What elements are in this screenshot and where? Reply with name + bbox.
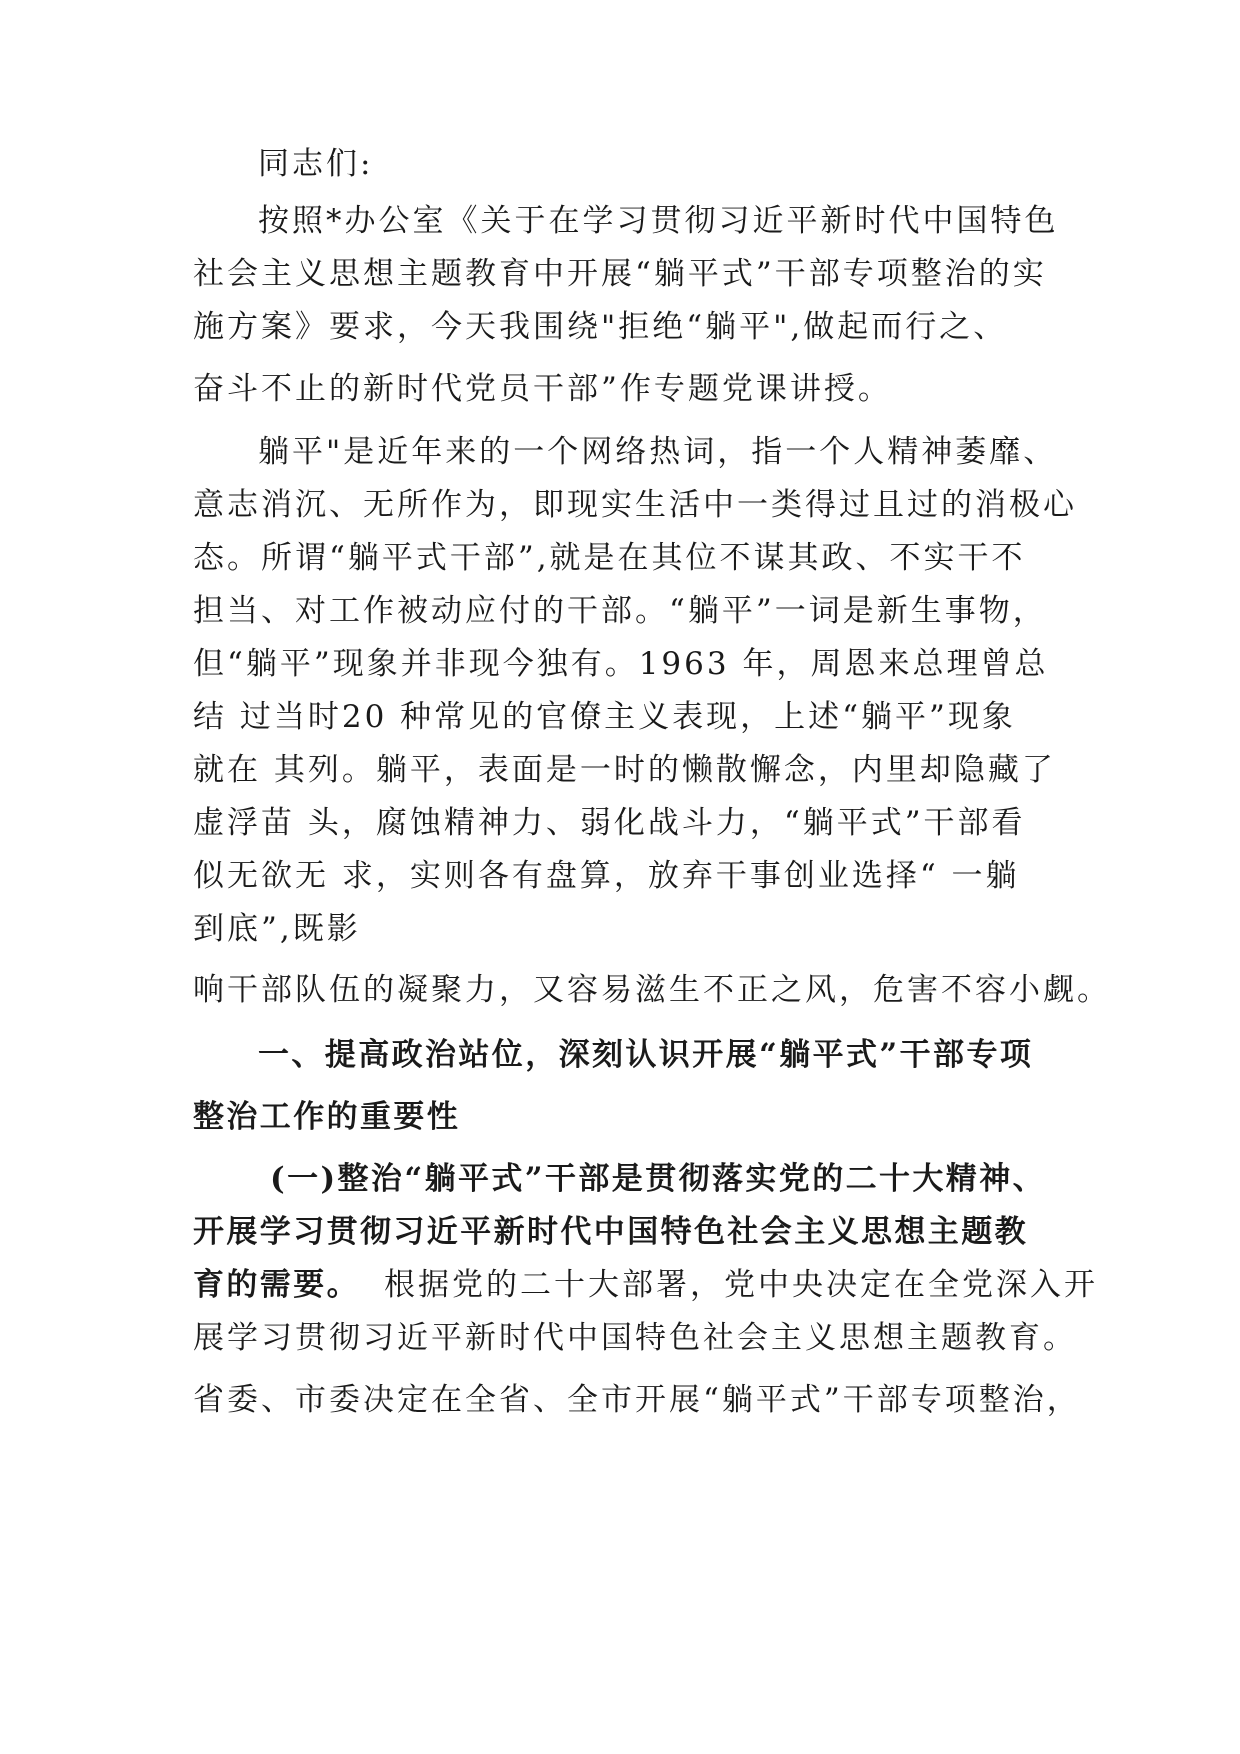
para2-line-11: 响干部队伍的凝聚力，又容易滋生不正之风，危害不容小觑。: [193, 972, 1111, 1008]
para2-line-2: 意志消沉、无所作为，即现实生活中一类得过且过的消极心: [193, 487, 1077, 523]
para2-line-4: 担当、对工作被动应付的干部。“躺平”一词是新生事物，: [193, 593, 1047, 629]
intro-line-2: 社会主义思想主题教育中开展“躺平式”干部专项整治的实: [193, 256, 1047, 292]
intro-line-1: 按照*办公室《关于在学习贯彻习近平新时代中国特色: [258, 203, 1059, 239]
intro-line-4: 奋斗不止的新时代党员干部”作专题党课讲授。: [193, 371, 892, 407]
section-heading-1-cont: 整治工作的重要性: [193, 1099, 461, 1135]
para2-line-10: 到底”,既影: [193, 911, 361, 947]
subheading-1-line-1: (一)整治“躺平式”干部是贯彻落实党的二十大精神、: [270, 1161, 1046, 1197]
salutation: 同志们:: [258, 146, 374, 182]
para2-line-9: 似无欲无 求，实则各有盘算，放弃干事创业选择“ 一躺: [193, 858, 1020, 894]
body-line-2: 展学习贯彻习近平新时代中国特色社会主义思想主题教育。: [193, 1320, 1077, 1356]
para2-line-1: 躺平"是近年来的一个网络热词，指一个人精神萎靡、: [258, 434, 1058, 470]
para2-line-3: 态。所谓“躺平式干部”,就是在其位不谋其政、不实干不: [193, 540, 1026, 576]
subheading-1-tail: 育的需要。: [193, 1267, 360, 1303]
body-line-1: 根据党的二十大部署，党中央决定在全党深入开: [384, 1267, 1098, 1303]
subheading-1-line-3: [193, 1265, 1098, 1305]
para2-line-6: 结 过当时20 种常见的官僚主义表现，上述“躺平”现象: [193, 699, 1016, 735]
body-line-3: 省委、市委决定在全省、全市开展“躺平式”干部专项整治，: [193, 1382, 1081, 1418]
para2-line-7: 就在 其列。躺平，表面是一时的懒散懈念，内里却隐藏了: [193, 752, 1056, 788]
para2-line-5: 但“躺平”现象并非现今独有。1963 年，周恩来总理曾总: [193, 646, 1049, 682]
subheading-1-line-2: 开展学习贯彻习近平新时代中国特色社会主义思想主题教: [193, 1214, 1028, 1250]
intro-line-3: 施方案》要求，今天我围绕"拒绝“躺平",做起而行之、: [193, 309, 1008, 345]
section-heading-1: 一、提高政治站位，深刻认识开展“躺平式”干部专项: [258, 1037, 1034, 1073]
para2-line-8: 虚浮苗 头，腐蚀精神力、弱化战斗力，“躺平式”干部看: [193, 805, 1026, 841]
